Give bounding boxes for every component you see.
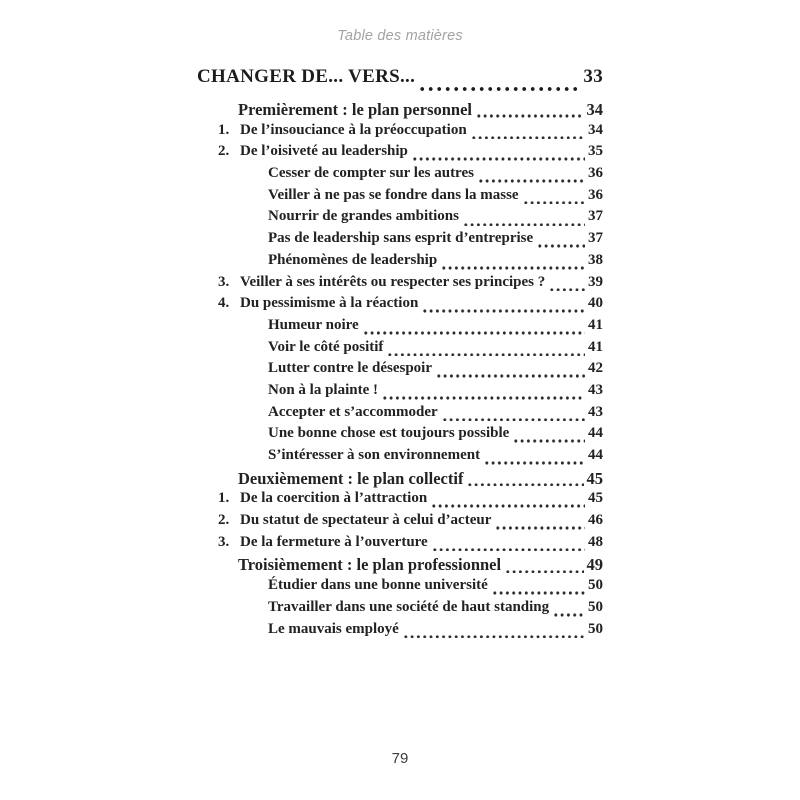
toc-entry-label: Pas de leadership sans esprit d’entreprise (268, 230, 534, 247)
toc-entry (197, 534, 603, 556)
toc-entry-page: 36 (588, 186, 603, 203)
dot-leader (413, 157, 585, 161)
toc-entry-label: Du statut de spectateur à celui d’acteur (240, 512, 492, 529)
dot-leader (432, 504, 585, 508)
toc-entry (197, 621, 603, 643)
toc-entry-number: 2. (218, 143, 230, 160)
toc-entry-page: 37 (588, 230, 603, 247)
toc-entry (197, 425, 603, 447)
dot-leader (479, 179, 585, 183)
toc-entry (197, 512, 603, 534)
toc-entry-page: 43 (588, 403, 603, 420)
toc-entry-page: 41 (588, 316, 603, 333)
dot-leader (468, 483, 583, 487)
toc-entry (197, 404, 603, 426)
toc-entry-page: 40 (588, 295, 603, 312)
toc-entry-page: 44 (588, 425, 603, 442)
toc-entry (197, 252, 603, 274)
dot-leader (485, 461, 585, 465)
toc-entry-label: S’intéresser à son environnement (268, 447, 481, 463)
toc-entry-label: Cesser de compter sur les autres (268, 165, 474, 182)
toc-entry-label: Nourrir de grandes ambitions (268, 208, 459, 225)
toc-entry (197, 360, 603, 382)
toc-entry-label: Du pessimisme à la réaction (240, 295, 419, 312)
toc-entry (197, 143, 603, 165)
page-number: 79 (391, 750, 409, 767)
toc-entry (197, 295, 603, 317)
toc-entry (197, 317, 603, 339)
toc-entry-page: 45 (586, 468, 603, 488)
dot-leader (464, 223, 585, 227)
dot-leader (514, 439, 585, 443)
toc-entry-page: 50 (588, 598, 603, 615)
table-of-contents (197, 66, 603, 642)
toc-chapter-row (197, 66, 603, 94)
dot-leader (496, 526, 585, 530)
toc-entry-label: Phénomènes de leadership (268, 251, 438, 268)
toc-entry-label: Deuxièmement : le plan collectif (238, 468, 464, 488)
toc-entry-number: 3. (218, 273, 230, 290)
toc-entry-page: 42 (588, 360, 603, 377)
toc-entry-page: 43 (588, 381, 603, 398)
toc-entry-label: Veiller à ses intérêts ou respecter ses principes ? (240, 273, 546, 290)
dot-leader (420, 87, 580, 91)
toc-entry-page: 50 (588, 577, 603, 594)
dot-leader (383, 396, 585, 400)
toc-entry-page: 34 (586, 100, 603, 119)
toc-entry (197, 490, 603, 512)
toc-entry-page: 39 (588, 273, 603, 290)
toc-entry-page: 46 (588, 512, 603, 529)
toc-entry (197, 447, 603, 469)
toc-entry-label: Accepter et s’accommoder (268, 403, 438, 420)
toc-entry-number: 4. (218, 295, 230, 312)
toc-entry-page: 50 (588, 620, 603, 637)
toc-entry-number: 1. (218, 490, 230, 507)
toc-entry (197, 469, 603, 491)
toc-entry-label: De la coercition à l’attraction (240, 490, 428, 507)
toc-entry-number: 3. (218, 533, 230, 550)
dot-leader (554, 613, 585, 617)
dot-leader (477, 114, 583, 118)
toc-entry (197, 187, 603, 209)
dot-leader (423, 309, 585, 313)
toc-entry-page: 41 (588, 338, 603, 355)
toc-entry-label: De l’oisiveté au leadership (240, 143, 408, 160)
toc-entry-label: Une bonne chose est toujours possible (268, 425, 510, 442)
toc-entry-label: De l’insouciance à la préoccupation (240, 121, 467, 138)
toc-entry-label: De la fermeture à l’ouverture (240, 533, 428, 550)
toc-chapter-label: CHANGER DE... VERS... (197, 66, 416, 87)
toc-entry (197, 208, 603, 230)
toc-entry (197, 555, 603, 577)
dot-leader (538, 244, 585, 248)
toc-entry-page: 49 (586, 555, 603, 575)
dot-leader (550, 288, 585, 292)
dot-leader (442, 266, 585, 270)
dot-leader (433, 548, 585, 552)
toc-entry-page: 34 (588, 121, 603, 138)
toc-entry-label: Lutter contre le désespoir (268, 360, 432, 377)
dot-leader (404, 635, 585, 639)
toc-entry (197, 122, 603, 144)
toc-entry-label: Étudier dans une bonne université (268, 577, 488, 594)
toc-entry-label: Premièrement : le plan personnel (238, 100, 473, 119)
toc-entry-label: Humeur noire (268, 316, 359, 333)
toc-entry-page: 35 (588, 143, 603, 160)
dot-leader (364, 331, 585, 335)
toc-list (197, 100, 603, 642)
dot-leader (472, 136, 585, 140)
toc-entry-label: Veiller à ne pas se fondre dans la masse (268, 186, 519, 203)
toc-entry (197, 577, 603, 599)
toc-entry-page: 44 (588, 447, 603, 463)
dot-leader (443, 418, 585, 422)
toc-entry (197, 382, 603, 404)
toc-entry-label: Troisièmement : le plan professionnel (238, 555, 502, 575)
toc-entry-label: Travailler dans une société de haut standing (268, 598, 550, 615)
dot-leader (506, 570, 583, 574)
dot-leader (437, 374, 585, 378)
toc-entry-page: 37 (588, 208, 603, 225)
toc-entry (197, 165, 603, 187)
toc-entry-page: 45 (588, 490, 603, 507)
toc-entry-page: 36 (588, 165, 603, 182)
dot-leader (493, 591, 585, 595)
toc-entry (197, 274, 603, 296)
toc-entry-label: Voir le côté positif (268, 338, 384, 355)
running-header: Table des matières (337, 28, 463, 44)
toc-entry (197, 100, 603, 122)
dot-leader (388, 353, 585, 357)
toc-entry-label: Non à la plainte ! (268, 381, 379, 398)
toc-entry (197, 339, 603, 361)
toc-entry-number: 1. (218, 121, 230, 138)
toc-entry-page: 38 (588, 251, 603, 268)
toc-entry-label: Le mauvais employé (268, 620, 399, 637)
toc-entry-page: 48 (588, 533, 603, 550)
toc-chapter-page: 33 (583, 66, 603, 87)
toc-entry-number: 2. (218, 512, 230, 529)
toc-entry (197, 230, 603, 252)
toc-entry (197, 599, 603, 621)
dot-leader (524, 201, 585, 205)
